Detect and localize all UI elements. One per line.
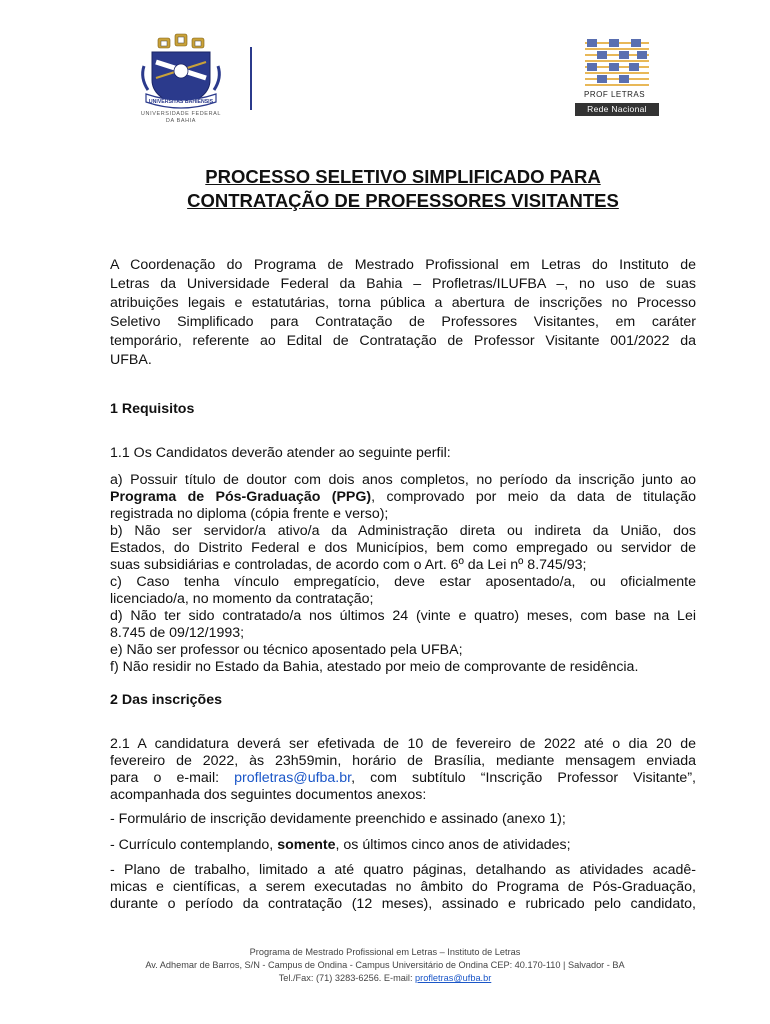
profletras-wordmark: PROF LETRAS <box>584 90 646 99</box>
requirement-b-line: suas subsidiárias e controladas, de acordo com o Art. 6º da Lei nº 8.745/93; <box>110 557 587 573</box>
header-divider <box>250 47 252 110</box>
item2-prefix: - Currículo contemplando, <box>110 837 278 853</box>
documents-item-text: durante o período da contratação (12 meses), assinado e rubricado pelo candidato, <box>110 896 696 912</box>
requirement-c-line: c) Caso tenha vínculo empregatício, deve estar aposentado/a, ou oficialmente <box>110 574 696 590</box>
email-prefix: para o e-mail: <box>110 770 235 786</box>
page-footer <box>80 946 690 985</box>
document-title <box>110 165 696 213</box>
ufba-caption-line: UNIVERSIDADE FEDERAL <box>140 111 222 117</box>
footer-email-link[interactable]: profletras@ufba.br <box>415 973 492 983</box>
registration-line: fevereiro de 2022, às 23h59min, horário de Brasília, mediante mensagem enviada <box>110 753 696 769</box>
requirement-c-line: licenciado/a, no momento da contratação; <box>110 591 374 607</box>
intro-paragraph <box>110 256 696 370</box>
documents-item-text: - Plano de trabalho, limitado a até quatro páginas, detalhando as atividades acadê- <box>110 862 696 878</box>
documents-item-text <box>110 836 696 855</box>
footer-line: Programa de Mestrado Profissional em Letras – Instituto de Letras <box>249 947 521 957</box>
section-2-paragraph <box>110 736 696 804</box>
requirement-f: f) Não residir no Estado da Bahia, atestado por meio de comprovante de residência. <box>110 659 639 675</box>
intro-line: Letras da Universidade Federal da Bahia – Profletras/ILUFBA –, no uso de suas <box>110 276 696 292</box>
ufba-caption <box>132 111 230 125</box>
documents-item-text: micas e científicas, a serem executadas no âmbito do Programa de Pós-Graduação, <box>110 879 696 895</box>
footer-line <box>80 972 690 985</box>
requirement-a-text: , comprovado por meio da data de titulação <box>371 489 696 505</box>
requirement-a-line: a) Possuir título de doutor com dois anos completos, no período da inscrição junto ao <box>110 472 696 488</box>
intro-line: A Coordenação do Programa de Mestrado Profissional em Letras do Instituto de <box>110 257 696 273</box>
section-1-lead <box>110 444 696 463</box>
title-line-2: CONTRATAÇÃO DE PROFESSORES VISITANTES <box>187 190 619 211</box>
contact-email-link[interactable]: profletras@ufba.br <box>234 770 352 786</box>
intro-line: temporário, referente ao Edital de Contratação de Professor Visitante 001/2022 da <box>110 333 696 349</box>
documents-item-text: - Formulário de inscrição devidamente preenchido e assinado (anexo 1); <box>110 811 566 827</box>
requirement-b-line: Estados, do Distrito Federal e dos Municípios, bem como empregado ou servidor de <box>110 540 696 556</box>
documents-item-3 <box>110 862 696 913</box>
registration-line <box>110 770 696 787</box>
requirements-list <box>110 472 696 676</box>
requirement-d-line: d) Não ter sido contratado/a nos últimos 24 (vinte e quatro) meses, com base na Lei <box>110 608 696 624</box>
section-1-heading: 1 Requisitos <box>110 401 195 417</box>
documents-item-2 <box>110 836 696 855</box>
ufba-caption-line: DA BAHIA <box>165 118 197 124</box>
requirement-b-line: b) Não ser servidor/a ativo/a da Administração direta ou indireta da União, dos <box>110 523 696 539</box>
requirement-a-line <box>110 489 696 506</box>
ppg-bold: Programa de Pós-Graduação (PPG) <box>110 489 372 505</box>
profletras-band: Rede Nacional <box>575 103 659 116</box>
somente-bold: somente <box>277 837 336 853</box>
item2-suffix: , os últimos cinco anos de atividades; <box>335 837 571 853</box>
requirement-d-line: 8.745 de 09/12/1993; <box>110 625 245 641</box>
footer-line: Av. Adhemar de Barros, S/N - Campus de Ondina - Campus Universitário de Ondina CEP: 40.170-110 | Salvador - BA <box>145 960 625 970</box>
documents-item-1 <box>110 810 696 829</box>
intro-line: atribuições legais e estatutárias, torna pública a abertura de inscrições no Processo <box>110 295 696 311</box>
intro-line: Seletivo Simplificado para Contratação de Professores Visitantes, em caráter <box>110 314 696 330</box>
section-2-heading: 2 Das inscrições <box>110 692 222 708</box>
requirement-e: e) Não ser professor ou técnico aposentado pela UFBA; <box>110 642 463 658</box>
title-line-1: PROCESSO SELETIVO SIMPLIFICADO PARA <box>205 166 601 187</box>
email-suffix: , com subtítulo “Inscrição Professor Visitante”, <box>351 770 696 786</box>
requirement-a-line: registrada no diploma (cópia frente e verso); <box>110 506 389 522</box>
seal-banner-text: UNIVERSITAS BAHIENSIS <box>148 99 214 105</box>
requirements-lead: 1.1 Os Candidatos deverão atender ao seguinte perfil: <box>110 445 451 461</box>
registration-line: 2.1 A candidatura deverá ser efetivada de 10 de fevereiro de 2022 até o dia 20 de <box>110 736 696 752</box>
footer-phone: Tel./Fax: (71) 3283-6256. E-mail: <box>278 973 416 983</box>
registration-line: acompanhada dos seguintes documentos anexos: <box>110 787 427 803</box>
intro-line: UFBA. <box>110 352 152 368</box>
